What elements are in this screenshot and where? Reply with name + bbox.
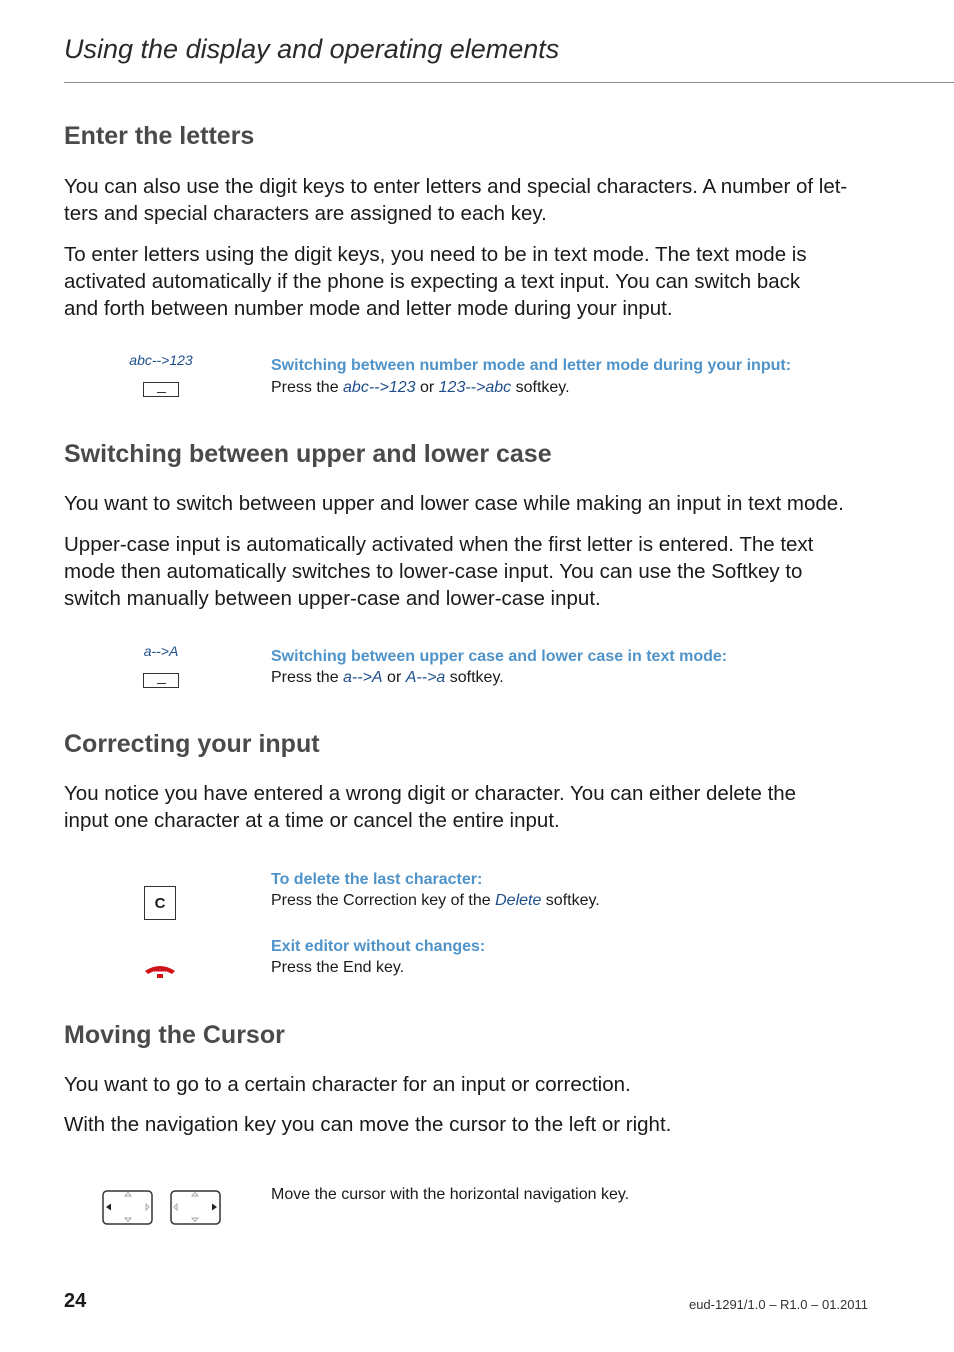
text-span: or (382, 669, 406, 686)
softkey-icon (143, 382, 179, 397)
softkey-name: A-->a (405, 669, 446, 686)
softkey-icon (143, 673, 179, 688)
text-line: mode then automatically switches to lower-case input. You can use the Softkey to (64, 560, 803, 583)
header-divider (64, 82, 954, 83)
heading-correcting-input: Correcting your input (64, 730, 320, 758)
case-paragraph-1 (64, 490, 876, 517)
letters-paragraph-2 (64, 241, 876, 322)
softkey-name: abc-->123 (343, 379, 416, 396)
softkey-name: 123-->abc (438, 379, 512, 396)
softkey-name: Delete (495, 892, 542, 909)
instruction-text: Press the End key. (271, 959, 405, 976)
text-span: Press the Correction key of the (271, 892, 496, 909)
instruction-title: Exit editor without changes: (271, 938, 486, 955)
text-span: or (415, 379, 439, 396)
softkey-label: a-->A (143, 643, 179, 659)
text-line: and forth between number mode and letter mode during your input. (64, 297, 673, 320)
text-line: You can also use the digit keys to enter letters and special characters. A number of let- (64, 175, 848, 198)
end-key-icon (142, 962, 178, 980)
heading-enter-letters: Enter the letters (64, 122, 255, 150)
softkey-name: a-->A (343, 669, 383, 686)
text-line: switch manually between upper-case and lower-case input. (64, 587, 601, 610)
letters-paragraph-1 (64, 173, 876, 227)
text-line: activated automatically if the phone is expecting a text input. You can switch back (64, 270, 801, 293)
text-span: Press the (271, 379, 344, 396)
text-line: input one character at a time or cancel the entire input. (64, 809, 560, 832)
page-header-title: Using the display and operating elements (64, 34, 560, 64)
case-paragraph-2 (64, 531, 876, 612)
text-line: You notice you have entered a wrong digit or character. You can either delete the (64, 782, 797, 805)
nav-key-right-icon (170, 1190, 222, 1226)
instruction-text (271, 379, 570, 397)
text-span: softkey. (511, 379, 570, 396)
instruction-title: Switching between number mode and letter mode during your input: (271, 357, 792, 374)
heading-moving-cursor: Moving the Cursor (64, 1021, 285, 1049)
text-line: Upper-case input is automatically activated when the first letter is entered. The text (64, 533, 814, 556)
document-code: eud-1291/1.0 – R1.0 – 01.2011 (688, 1297, 868, 1312)
text-span: softkey. (445, 669, 504, 686)
text-span: Press the (271, 669, 344, 686)
page-number: 24 (64, 1290, 87, 1312)
instruction-text (271, 892, 600, 910)
text-line: ters and special characters are assigned to each key. (64, 202, 547, 225)
instruction-text (271, 669, 504, 687)
instruction-title: To delete the last character: (271, 871, 483, 888)
text-line: To enter letters using the digit keys, you need to be in text mode. The text mode is (64, 243, 807, 266)
cursor-paragraph-1: You want to go to a certain character for an input or correction. (64, 1073, 631, 1096)
correct-paragraph-1 (64, 780, 876, 834)
softkey-label: abc-->123 (129, 352, 193, 368)
correction-key-icon (144, 886, 176, 920)
cursor-paragraph-2: With the navigation key you can move the cursor to the left or right. (64, 1113, 672, 1136)
instruction-title: Switching between upper case and lower case in text mode: (271, 648, 728, 665)
heading-switch-case: Switching between upper and lower case (64, 440, 552, 468)
nav-key-left-icon (102, 1190, 154, 1226)
instruction-text: Move the cursor with the horizontal navigation key. (271, 1186, 630, 1203)
correction-key-letter: C (154, 894, 166, 912)
text-line: You want to switch between upper and lower case while making an input in text mode. (64, 492, 844, 515)
text-span: softkey. (541, 892, 600, 909)
